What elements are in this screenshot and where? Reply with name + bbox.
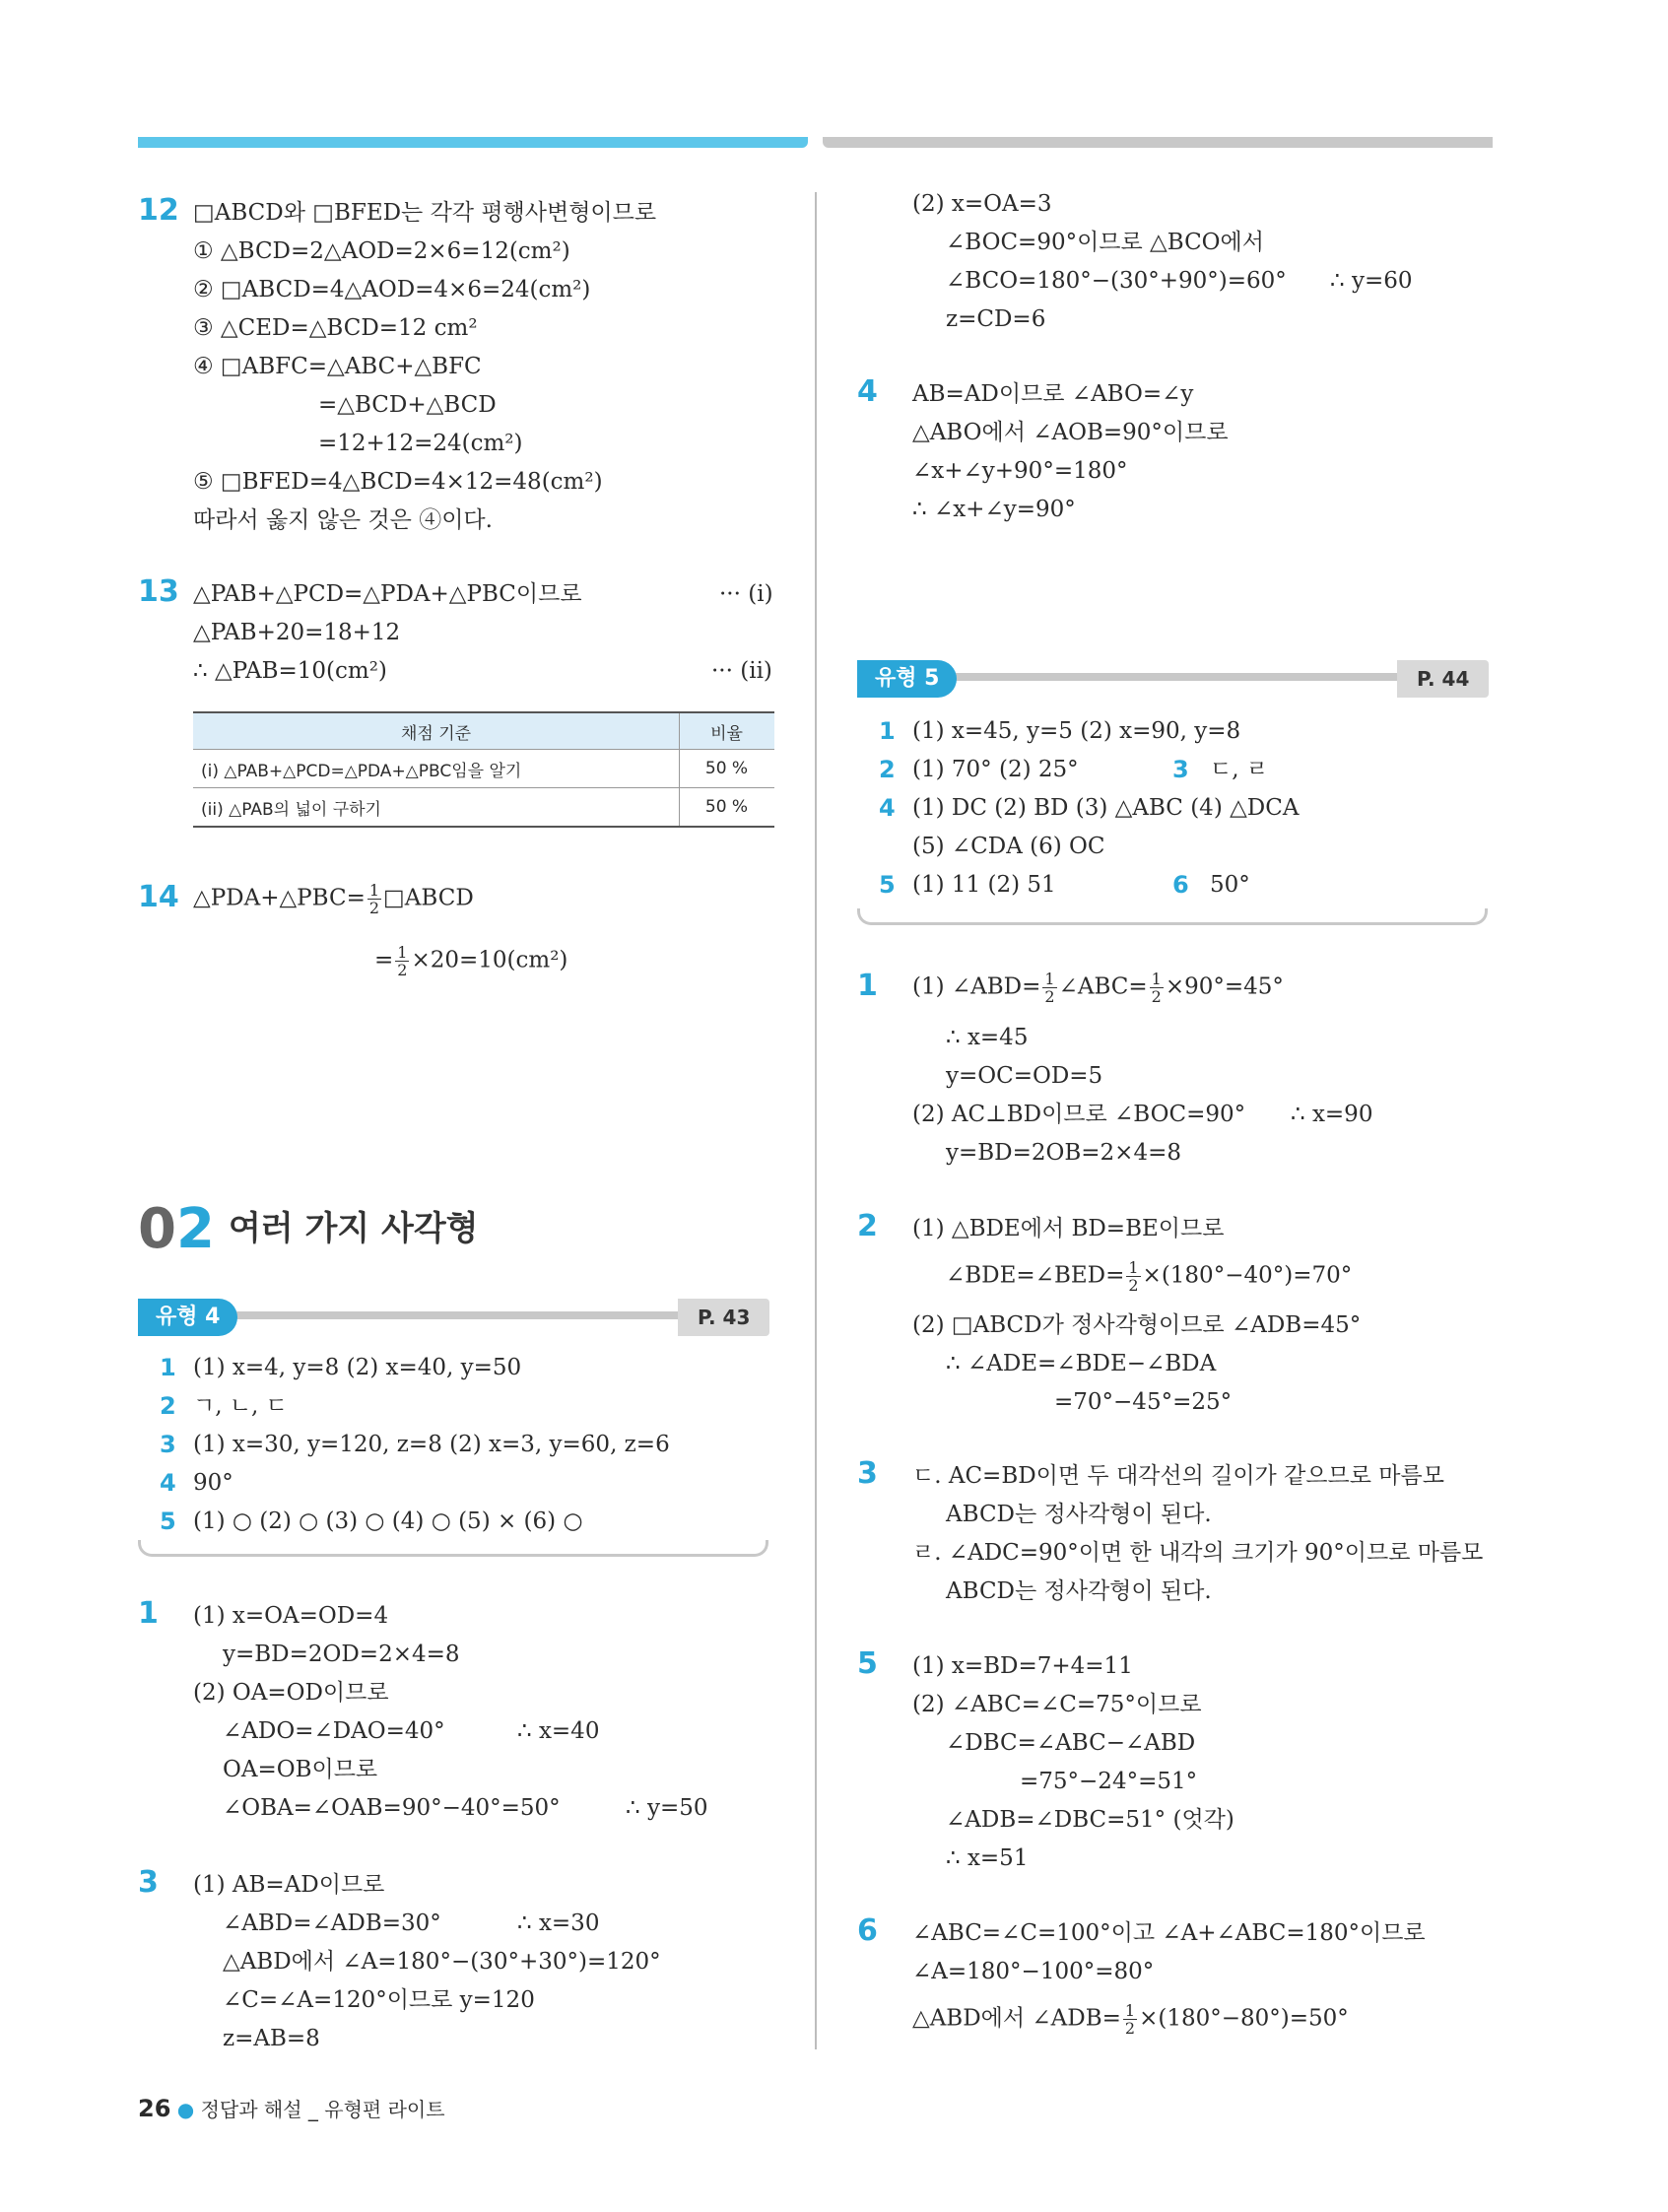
text: = [374, 947, 394, 973]
numerator: 1 [397, 943, 408, 962]
table-cell: 50 % [680, 750, 775, 788]
scoring-table [193, 711, 774, 828]
solution-line: ⑤ □BFED=4△BCD=4×12=48(cm²) [193, 469, 603, 495]
solution-line: □ABCD와 □BFED는 각각 평행사변형이므로 [193, 200, 657, 226]
step-mark: ··· (i) [719, 581, 773, 607]
section-number-digit: 2 [175, 1197, 215, 1261]
footer-text: 정답과 해설 _ 유형편 라이트 [200, 2098, 445, 2121]
numerator: 1 [1128, 1258, 1139, 1277]
text: △ABD에서 ∠ADB= [912, 2005, 1121, 2032]
solution-line: ∴ x=30 [517, 1910, 600, 1936]
problem-number: 6 [857, 1913, 878, 1948]
table-header: 채점 기준 [193, 712, 680, 750]
solution-line: ∴ y=60 [1330, 268, 1413, 294]
solution-line: ∠ABC=∠C=100°이고 ∠A+∠ABC=180°이므로 [912, 1920, 1426, 1946]
problem-number: 3 [138, 1865, 159, 1900]
solution-line: z=CD=6 [946, 306, 1046, 332]
problem-number: 1 [857, 969, 878, 1003]
solution-line: ③ △CED=△BCD=12 cm² [193, 315, 478, 341]
solution-line: y=OC=OD=5 [946, 1063, 1103, 1089]
solution-line: z=AB=8 [223, 2026, 320, 2051]
numerator: 1 [1151, 970, 1162, 988]
problem-number: 4 [857, 374, 878, 409]
fraction [1042, 971, 1056, 1005]
problem-number: 13 [138, 574, 179, 609]
type-tag: 유형 4 [138, 1299, 237, 1336]
answer-text: (1) 70° (2) 25° [912, 757, 1079, 782]
fraction [395, 944, 409, 978]
solution-line [946, 1259, 1352, 1294]
solution-line: (1) △BDE에서 BD=BE이므로 [912, 1216, 1225, 1241]
text: ∠BDE=∠BED= [946, 1262, 1125, 1289]
text: ×(180°−80°)=50° [1139, 2005, 1349, 2032]
solution-line: ∠x+∠y+90°=180° [912, 458, 1128, 484]
column-divider [815, 192, 817, 2049]
page-footer [138, 2094, 445, 2122]
answer-text: (1) x=30, y=120, z=8 (2) x=3, y=60, z=6 [193, 1432, 670, 1457]
numerator: 1 [368, 881, 380, 900]
solution-line: (2) ∠ABC=∠C=75°이므로 [912, 1692, 1202, 1717]
solution-line: △ABO에서 ∠AOB=90°이므로 [912, 420, 1229, 445]
fraction [1123, 2002, 1137, 2037]
solution-line: ∠ADB=∠DBC=51° (엇각) [946, 1807, 1234, 1833]
table-cell: (i) △PAB+△PCD=△PDA+△PBC임을 알기 [193, 750, 680, 788]
solution-line: ∴ ∠x+∠y=90° [912, 497, 1076, 522]
solution-line: 따라서 옳지 않은 것은 ④이다. [193, 507, 493, 533]
answer-box-bottom [138, 1540, 768, 1557]
top-bar-right [823, 137, 1493, 148]
answer-text: ㄱ, ㄴ, ㄷ [193, 1393, 288, 1419]
solution-line: (2) x=OA=3 [912, 191, 1052, 217]
solution-line: ABCD는 정사각형이 된다. [946, 1502, 1212, 1527]
denominator: 2 [1128, 1276, 1139, 1295]
denominator: 2 [397, 961, 408, 979]
answer-number: 4 [160, 1469, 176, 1497]
solution-line: ∠C=∠A=120°이므로 y=120 [223, 1987, 535, 2013]
solution-line: (1) AB=AD이므로 [193, 1872, 385, 1898]
solution-line: =12+12=24(cm²) [318, 431, 523, 456]
solution-line: ∠ABD=∠ADB=30° [223, 1910, 441, 1936]
answer-number: 3 [160, 1431, 176, 1458]
top-bar-left [138, 137, 808, 148]
problem-number: 12 [138, 193, 179, 228]
problem-number: 5 [857, 1646, 878, 1681]
solution-line [374, 944, 567, 978]
denominator: 2 [1044, 987, 1055, 1006]
answer-number: 3 [1172, 756, 1189, 783]
problem-number: 1 [138, 1596, 159, 1631]
answer-text: (5) ∠CDA (6) OC [912, 834, 1105, 859]
solution-line: ABCD는 정사각형이 된다. [946, 1578, 1212, 1604]
answer-text: (1) 11 (2) 51 [912, 872, 1056, 898]
denominator: 2 [368, 899, 380, 917]
answer-number: 1 [879, 717, 896, 745]
answer-number: 4 [879, 794, 896, 822]
solution-line: ∠DBC=∠ABC−∠ABD [946, 1730, 1196, 1756]
text: ×(180°−40°)=70° [1142, 1262, 1353, 1289]
solution-line: ∠ADO=∠DAO=40° [223, 1718, 445, 1744]
bullet-icon: ● [176, 2098, 195, 2121]
answer-text: 50° [1210, 872, 1250, 898]
solution-line: ㄷ. AC=BD이면 두 대각선의 길이가 같으므로 마름모 [912, 1463, 1444, 1489]
denominator: 2 [1151, 987, 1162, 1006]
answer-number: 5 [879, 871, 896, 899]
text: ∠ABC= [1058, 973, 1148, 1000]
section-heading: 여러 가지 사각형 [228, 1209, 479, 1248]
answer-text: 90° [193, 1470, 234, 1496]
text: (1) ∠ABD= [912, 973, 1041, 1000]
solution-line: (2) OA=OD이므로 [193, 1680, 389, 1706]
solution-line: ∴ x=45 [946, 1025, 1029, 1050]
fraction [367, 882, 381, 916]
solution-line [912, 2002, 1349, 2037]
solution-line: △PAB+20=18+12 [193, 620, 401, 645]
solution-line: (1) x=OA=OD=4 [193, 1603, 389, 1629]
solution-line: ∴ y=50 [626, 1795, 708, 1821]
solution-line: (1) x=BD=7+4=11 [912, 1653, 1133, 1679]
solution-line [912, 971, 1284, 1005]
solution-line: ④ □ABFC=△ABC+△BFC [193, 354, 482, 379]
text: □ABCD [383, 885, 474, 911]
solution-line: =75°−24°=51° [1020, 1769, 1198, 1794]
section-number [138, 1197, 215, 1261]
answer-text: (1) ○ (2) ○ (3) ○ (4) ○ (5) × (6) ○ [193, 1508, 583, 1534]
answer-number: 6 [1172, 871, 1189, 899]
step-mark: ··· (ii) [711, 658, 772, 684]
solution-line: ∴ x=40 [517, 1718, 600, 1744]
answer-number: 5 [160, 1508, 176, 1535]
table-cell: 50 % [680, 788, 775, 828]
solution-line: (2) AC⊥BD이므로 ∠BOC=90° [912, 1102, 1246, 1127]
answer-number: 1 [160, 1354, 176, 1381]
solution-line: y=BD=2OB=2×4=8 [946, 1140, 1181, 1166]
solution-line: △ABD에서 ∠A=180°−(30°+30°)=120° [223, 1949, 661, 1975]
solution-line: =△BCD+△BCD [318, 392, 497, 418]
text: ×20=10(cm²) [411, 947, 568, 973]
solution-line: =70°−45°=25° [1054, 1389, 1233, 1415]
solution-line: AB=AD이므로 ∠ABO=∠y [912, 381, 1194, 407]
problem-number: 2 [857, 1209, 878, 1243]
answer-text: ㄷ, ㄹ [1210, 757, 1269, 782]
table-cell: (ii) △PAB의 넓이 구하기 [193, 788, 680, 828]
answer-number: 2 [160, 1392, 176, 1420]
type-tag: 유형 5 [857, 660, 957, 698]
solution-line: (2) □ABCD가 정사각형이므로 ∠ADB=45° [912, 1312, 1362, 1338]
solution-line: ∴ ∠ADE=∠BDE−∠BDA [946, 1351, 1217, 1376]
solution-line: ② □ABCD=4△AOD=4×6=24(cm²) [193, 277, 591, 302]
solution-line: y=BD=2OD=2×4=8 [223, 1642, 460, 1667]
numerator: 1 [1124, 2001, 1136, 2020]
table-header: 비율 [680, 712, 775, 750]
solution-line [193, 882, 474, 916]
denominator: 2 [1124, 2019, 1136, 2038]
solution-line: ∠BOC=90°이므로 △BCO에서 [946, 230, 1264, 255]
page-reference: P. 44 [1397, 660, 1489, 698]
section-title [138, 1197, 479, 1261]
problem-number: 3 [857, 1456, 878, 1491]
solution-line: ∠BCO=180°−(30°+90°)=60° [946, 268, 1287, 294]
table-row [193, 788, 774, 828]
solution-line: △PAB+△PCD=△PDA+△PBC이므로 [193, 581, 582, 607]
answer-text: (1) x=45, y=5 (2) x=90, y=8 [912, 718, 1241, 744]
solution-line: ① △BCD=2△AOD=2×6=12(cm²) [193, 238, 570, 264]
solution-line: ∠A=180°−100°=80° [912, 1959, 1155, 1984]
text: △PDA+△PBC= [193, 885, 366, 911]
answer-text: (1) x=4, y=8 (2) x=40, y=50 [193, 1355, 522, 1380]
solution-line: ∠OBA=∠OAB=90°−40°=50° [223, 1795, 561, 1821]
text: ×90°=45° [1165, 973, 1284, 1000]
fraction [1150, 971, 1164, 1005]
solution-line: ∴ △PAB=10(cm²) [193, 658, 387, 684]
solution-line: ∴ x=51 [946, 1845, 1029, 1871]
solution-line: ∴ x=90 [1291, 1102, 1373, 1127]
solution-line: ㄹ. ∠ADC=90°이면 한 내각의 크기가 90°이므로 마름모 [912, 1540, 1484, 1566]
solution-line: OA=OB이므로 [223, 1757, 378, 1782]
page-reference: P. 43 [678, 1299, 769, 1336]
numerator: 1 [1044, 970, 1055, 988]
page-number: 26 [138, 2095, 171, 2122]
section-number-digit: 0 [138, 1197, 176, 1261]
fraction [1126, 1259, 1140, 1294]
problem-number: 14 [138, 880, 179, 914]
answer-text: (1) DC (2) BD (3) △ABC (4) △DCA [912, 795, 1300, 821]
answer-box-bottom [857, 908, 1488, 925]
table-row [193, 750, 774, 788]
answer-number: 2 [879, 756, 896, 783]
